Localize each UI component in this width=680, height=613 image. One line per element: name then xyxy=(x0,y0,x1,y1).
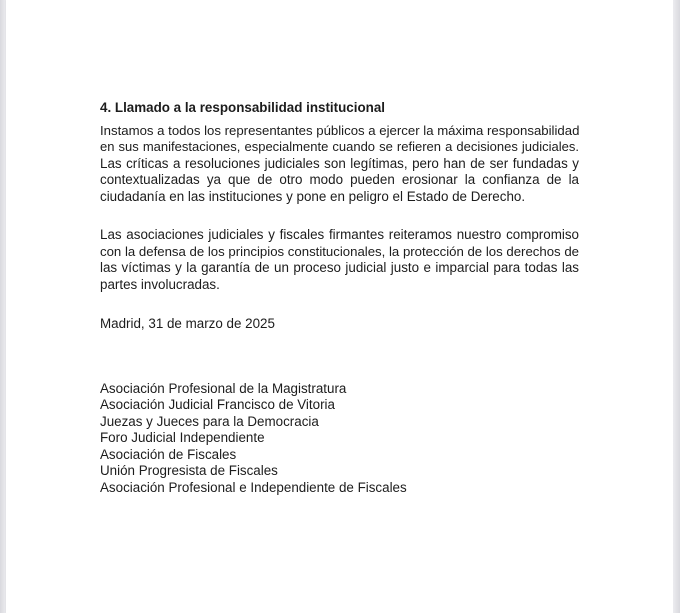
signatory: Asociación Profesional e Independiente de Fiscales xyxy=(100,479,407,495)
paragraph-line: Las críticas a resoluciones judiciales son legítimas, pero han de ser fundadas y xyxy=(100,155,579,171)
signatory: Asociación Judicial Francisco de Vitoria xyxy=(100,397,335,412)
paragraph-line: contextualizadas ya que de otro modo pueden erosionar la confianza de la xyxy=(100,172,579,187)
section-heading: 4. Llamado a la responsabilidad institucional xyxy=(100,100,385,115)
document-content xyxy=(100,100,579,509)
paragraph-line: Las asociaciones judiciales y fiscales firmantes reiteramos nuestro compromiso xyxy=(100,227,579,242)
signatory: Juezas y Jueces para la Democracia xyxy=(100,413,319,429)
paragraph-line: partes involucradas. xyxy=(100,276,220,292)
paragraph-commitment xyxy=(100,227,579,293)
paragraph-line: ciudadanía en las instituciones y pone en peligro el Estado de Derecho. xyxy=(100,188,526,204)
paragraph-responsibility xyxy=(100,123,579,206)
paragraph-line: en sus manifestaciones, especialmente cuando se refieren a decisiones judiciales. xyxy=(100,139,579,154)
signatory: Asociación Profesional de la Magistratura xyxy=(100,380,347,396)
paragraph-line: Instamos a todos los representantes públicos a ejercer la máxima responsabilidad xyxy=(100,122,580,138)
page-edge-right xyxy=(673,0,680,613)
signatory: Asociación de Fiscales xyxy=(100,446,237,462)
signatory: Unión Progresista de Fiscales xyxy=(100,463,278,478)
signatory: Foro Judicial Independiente xyxy=(100,430,265,445)
paragraph-line: con la defensa de los principios constitucionales, la protección de los derechos de xyxy=(100,243,579,259)
place-date: Madrid, 31 de marzo de 2025 xyxy=(100,316,275,331)
paragraph-line: las víctimas y la garantía de un proceso judicial justo e imparcial para todas las xyxy=(100,260,579,275)
signatories-list xyxy=(100,381,579,497)
